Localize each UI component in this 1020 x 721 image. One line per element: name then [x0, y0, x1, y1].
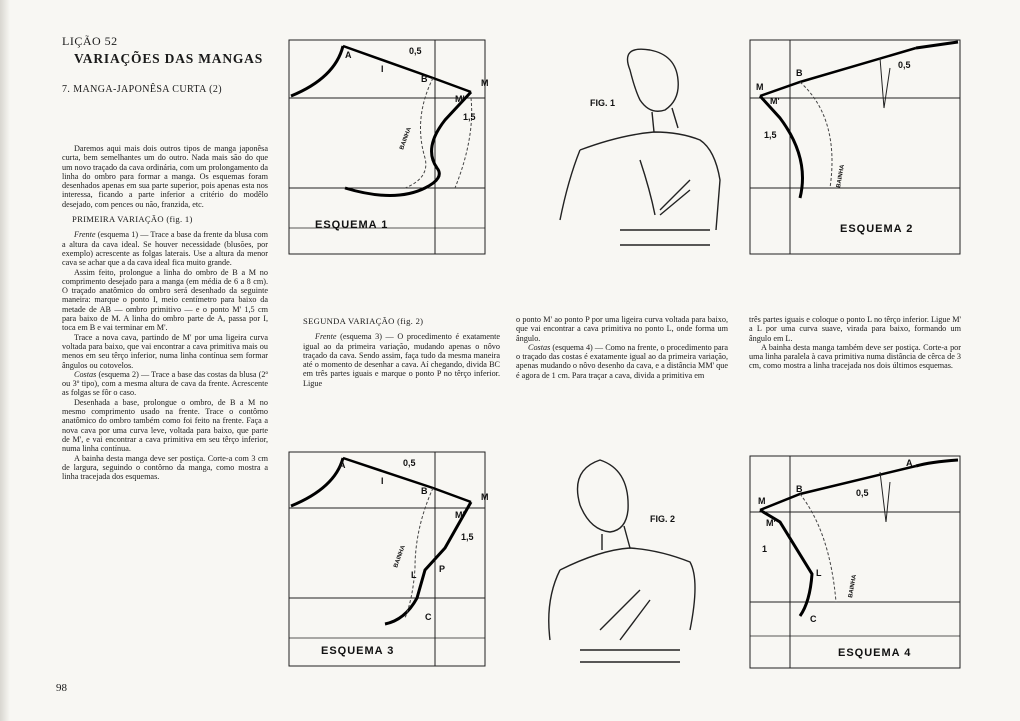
text-column-3: [516, 315, 728, 380]
label-bainha: BAINHA: [848, 574, 859, 599]
measure-1: 1: [762, 544, 768, 554]
paragraph-esq4-cont: três partes iguais e coloque o ponto L no têrço inferior. Ligue M' a L por uma curva suave, virada para baixo, formando um ângulo em L.: [749, 315, 961, 343]
point-m-prime: M': [770, 96, 780, 106]
label-bainha: BAINHA: [836, 164, 847, 189]
point-m: M: [481, 78, 489, 88]
text-column-4: [749, 315, 961, 371]
point-a: A: [906, 458, 913, 468]
caption-esquema-1: ESQUEMA 1: [315, 219, 389, 231]
caption-fig-2: FIG. 2: [650, 514, 676, 524]
measure-15: 1,5: [764, 130, 777, 140]
point-m: M: [756, 82, 764, 92]
lesson-number: LIÇÃO 52: [62, 34, 118, 48]
point-a: A: [345, 50, 352, 60]
paragraph-hem: A bainha desta manga deve ser postiça. Corte-a com 3 cm de largura, seguindo o contôrno da manga, como mostra a linha tracejada dos esquemas.: [62, 453, 268, 482]
paragraph-esq3-cont: o ponto M' ao ponto P por uma ligeira curva voltada para baixo, que vai encontrar a cava primitiva no ponto L, onde forma um ângulo.: [516, 315, 728, 343]
measure-05: 0,5: [403, 458, 416, 468]
text: (esquema 1) — Trace a base da frente da blusa com a altura da cava ideal. Se houver necessidade (blusões, por exemplo) acrescente as folgas laterais. Use a altura da menor cava se achar que a da cava ideal fica muito grande.: [62, 230, 268, 268]
point-a: A: [339, 460, 346, 470]
caption-fig-1: FIG. 1: [590, 98, 616, 108]
caption-esquema-3: ESQUEMA 3: [321, 645, 395, 657]
point-b: B: [421, 74, 428, 84]
label-bainha: BAINHA: [399, 126, 413, 151]
caption-esquema-2: ESQUEMA 2: [840, 223, 914, 235]
point-i: I: [381, 64, 384, 74]
page-number: 98: [56, 682, 67, 694]
section-subtitle: 7. MANGA-JAPONÊSA CURTA (2): [62, 84, 222, 95]
point-m-prime: M': [455, 510, 465, 520]
text: (esquema 4) — Como na frente, o procedimento para o traçado das costas é exatamente igual ao da primeira variação, apenas mudando o nôvo desenho da cava, e a distância MM' que é agora de 1 cm. Para traçar a cava, divida a primitiva em: [516, 342, 728, 380]
illustration-fig-2: [540, 450, 730, 675]
diagram-esquema-3: [285, 448, 495, 670]
measure-15: 1,5: [461, 532, 474, 542]
heading-first-variation: PRIMEIRA VARIAÇÃO (fig. 1): [72, 214, 193, 225]
label-frente: Frente: [315, 332, 337, 342]
paragraph-esq3: [303, 332, 500, 388]
label-costas: Costas: [528, 342, 551, 352]
point-m: M: [758, 496, 766, 506]
measure-05: 0,5: [409, 46, 422, 56]
point-b: B: [796, 68, 803, 78]
paragraph-front-2: Assim feito, prolongue a linha do ombro de B a M no comprimento desejado para a manga (em média de 6 a 8 cm). O traçado anatômico do ombro será desenhado da seguinte maneira: marque o ponto I, meio centímetro para baixo da metade de AB — ombro primitivo — e o ponto M' 1,5 cm para baixo de M. A linha do ombro parte de A, passa por I, toca em B e vai terminar em M'.: [62, 267, 268, 333]
label-costas: Costas: [74, 369, 97, 379]
caption-esquema-4: ESQUEMA 4: [838, 647, 912, 659]
text-column-1: [62, 144, 268, 481]
point-m-prime: M': [455, 94, 465, 104]
point-c: C: [425, 612, 432, 622]
heading-second-variation: SEGUNDA VARIAÇÃO (fig. 2): [303, 316, 424, 326]
measure-05: 0,5: [856, 488, 869, 498]
text: (esquema 2) — Trace a base das costas da blusa (2º ou 3º tipo), com a mesma altura de cava da frente. Acrescente as folgas se fôr o caso.: [62, 369, 268, 398]
text: (esquema 3) — O procedimento é exatamente igual ao da primeira variação, mudando apenas o nôvo traçado da cava. Sendo assim, faça tudo da mesma maneira até o momento de desenhar a cava. Aí chegando, divida BC em três partes iguais e marque o ponto P no têrço inferior. Ligue: [303, 332, 500, 388]
illustration-fig-1: [540, 40, 730, 280]
label-bainha: BAINHA: [393, 544, 407, 569]
text-column-2: [303, 311, 500, 388]
paragraph-front-3: Trace a nova cava, partindo de M' por uma ligeira curva voltada para baixo, que vai encontrar a cava primitiva mais ou menos em seu têrço inferior, numa linha contínua sem formar ângulos ou cotovelos.: [62, 332, 268, 370]
point-b: B: [421, 486, 428, 496]
paragraph-esq4: [516, 343, 728, 380]
label-frente: Frente: [74, 230, 96, 240]
diagram-esquema-4: [740, 452, 962, 672]
point-i: I: [381, 476, 384, 486]
measure-15: 1,5: [463, 112, 476, 122]
intro-paragraph: Daremos aqui mais dois outros tipos de manga japonêsa curta, bem semelhantes um do outro. Nada mais são do que um novo traçado da cava ordinária, com um prolongamento da linha do ombro para formar a manga. Os esquemas foram desenhados apenas em sua parte superior, pois apenas esta nos interessa, ficando a parte inferior a critério do modêlo desejado, com pences ou não, franzida, etc.: [62, 144, 268, 209]
point-b: B: [796, 484, 803, 494]
point-l: L: [816, 568, 822, 578]
paragraph-back-2: Desenhada a base, prolongue o ombro, de B a M no mesmo comprimento usado na frente. Trace o contôrno anatômico do ombro também como foi feito na frente. Faça a nova cava por uma curva leve, voltada para baixo, que parte de M', e vai encontrar a cava primitiva em seu têrço inferior, numa linha contínua.: [62, 397, 268, 454]
diagram-esquema-2: [740, 38, 962, 258]
point-m-prime: M': [766, 518, 776, 528]
paragraph-back-1: [62, 370, 268, 398]
point-c: C: [810, 614, 817, 624]
measure-05: 0,5: [898, 60, 911, 70]
point-p: P: [439, 564, 446, 574]
diagram-esquema-1: [285, 38, 495, 258]
page-title: VARIAÇÕES DAS MANGAS: [74, 51, 264, 66]
point-l: L: [411, 570, 417, 580]
point-m: M: [481, 492, 489, 502]
paragraph-hem-2: A bainha desta manga também deve ser postiça. Corte-a por uma linha paralela à cava primitiva numa distância de cêrca de 3 cm, como mostra a linha tracejada nos dois últimos esquemas.: [749, 342, 961, 371]
paragraph-front-1: [62, 230, 268, 267]
